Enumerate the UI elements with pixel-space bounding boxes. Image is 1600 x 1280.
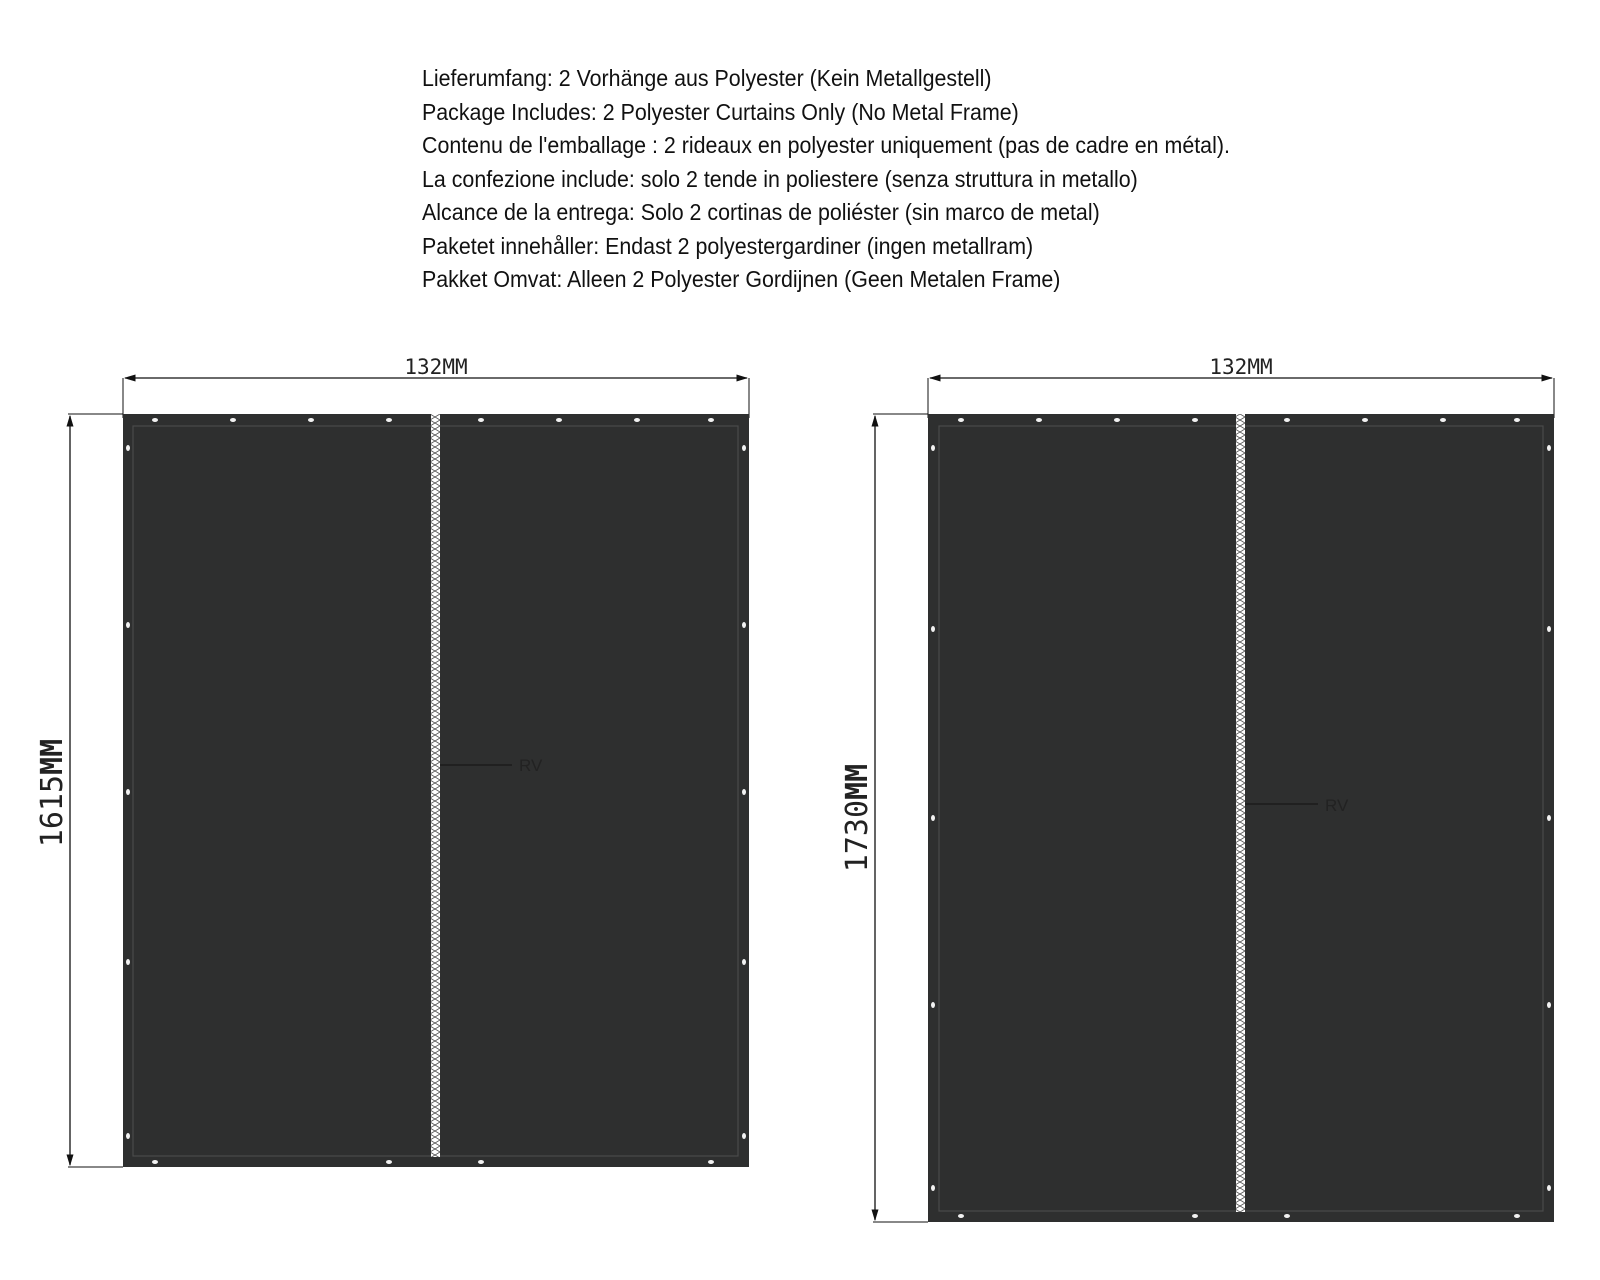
grommet bbox=[742, 959, 746, 965]
height-number: 1730 bbox=[840, 799, 875, 873]
grommet bbox=[126, 789, 130, 795]
grommet bbox=[1284, 1214, 1290, 1218]
grommet bbox=[931, 626, 935, 632]
grommet bbox=[1440, 418, 1446, 422]
zipper-seam bbox=[1236, 414, 1245, 1212]
grommet bbox=[1547, 626, 1551, 632]
grommet bbox=[308, 418, 314, 422]
header-line-fr: Contenu de l'emballage : 2 rideaux en polyester uniquement (pas de cadre en métal). bbox=[422, 132, 1230, 158]
grommet bbox=[126, 445, 130, 451]
grommet bbox=[230, 418, 236, 422]
grommet bbox=[152, 418, 158, 422]
grommet bbox=[931, 445, 935, 451]
seam-label: RV bbox=[1325, 796, 1349, 815]
grommet bbox=[931, 815, 935, 821]
grommet bbox=[1514, 418, 1520, 422]
grommet bbox=[708, 1160, 714, 1164]
grommet bbox=[478, 1160, 484, 1164]
grommet bbox=[931, 1002, 935, 1008]
grommet bbox=[152, 1160, 158, 1164]
grommet bbox=[742, 1133, 746, 1139]
grommet bbox=[556, 418, 562, 422]
height-label bbox=[35, 739, 70, 847]
grommet bbox=[958, 1214, 964, 1218]
header-line-sv: Paketet innehåller: Endast 2 polyestergardiner (ingen metallram) bbox=[422, 232, 1034, 259]
grommet bbox=[1547, 815, 1551, 821]
grommet bbox=[708, 418, 714, 422]
grommet bbox=[1514, 1214, 1520, 1218]
height-label bbox=[840, 764, 875, 872]
header-line-es: Alcance de la entrega: Solo 2 cortinas de poliéster (sin marco de metal) bbox=[422, 199, 1100, 225]
width-label: 132MM bbox=[1209, 355, 1273, 379]
grommet bbox=[1192, 1214, 1198, 1218]
grommet bbox=[1036, 418, 1042, 422]
grommet bbox=[742, 445, 746, 451]
grommet bbox=[634, 418, 640, 422]
grommet bbox=[386, 1160, 392, 1164]
height-number: 1615 bbox=[35, 774, 70, 848]
height-unit: MM bbox=[35, 738, 70, 775]
grommet bbox=[958, 418, 964, 422]
grommet bbox=[1284, 418, 1290, 422]
curtain-2 bbox=[840, 355, 1554, 1222]
grommet bbox=[931, 1185, 935, 1191]
grommet bbox=[126, 622, 130, 628]
grommet bbox=[1547, 1002, 1551, 1008]
grommet bbox=[1192, 418, 1198, 422]
header-line-it: La confezione include: solo 2 tende in poliestere (senza struttura in metallo) bbox=[422, 165, 1138, 192]
grommet bbox=[1547, 445, 1551, 451]
grommet bbox=[1362, 418, 1368, 422]
width-label: 132MM bbox=[404, 355, 468, 379]
grommet bbox=[126, 1133, 130, 1139]
header-line-de: Lieferumfang: 2 Vorhänge aus Polyester (Kein Metallgestell) bbox=[422, 65, 992, 91]
grommet bbox=[126, 959, 130, 965]
header-line-en: Package Includes: 2 Polyester Curtains Only (No Metal Frame) bbox=[422, 98, 1019, 125]
grommet bbox=[478, 418, 484, 422]
grommet bbox=[742, 789, 746, 795]
curtain-1 bbox=[35, 355, 749, 1167]
grommet bbox=[386, 418, 392, 422]
grommet bbox=[1547, 1185, 1551, 1191]
header-line-nl: Pakket Omvat: Alleen 2 Polyester Gordijnen (Geen Metalen Frame) bbox=[422, 266, 1061, 292]
zipper-seam bbox=[431, 414, 440, 1157]
grommet bbox=[742, 622, 746, 628]
height-unit: MM bbox=[840, 763, 875, 800]
seam-label: RV bbox=[519, 756, 543, 775]
grommet bbox=[1114, 418, 1120, 422]
